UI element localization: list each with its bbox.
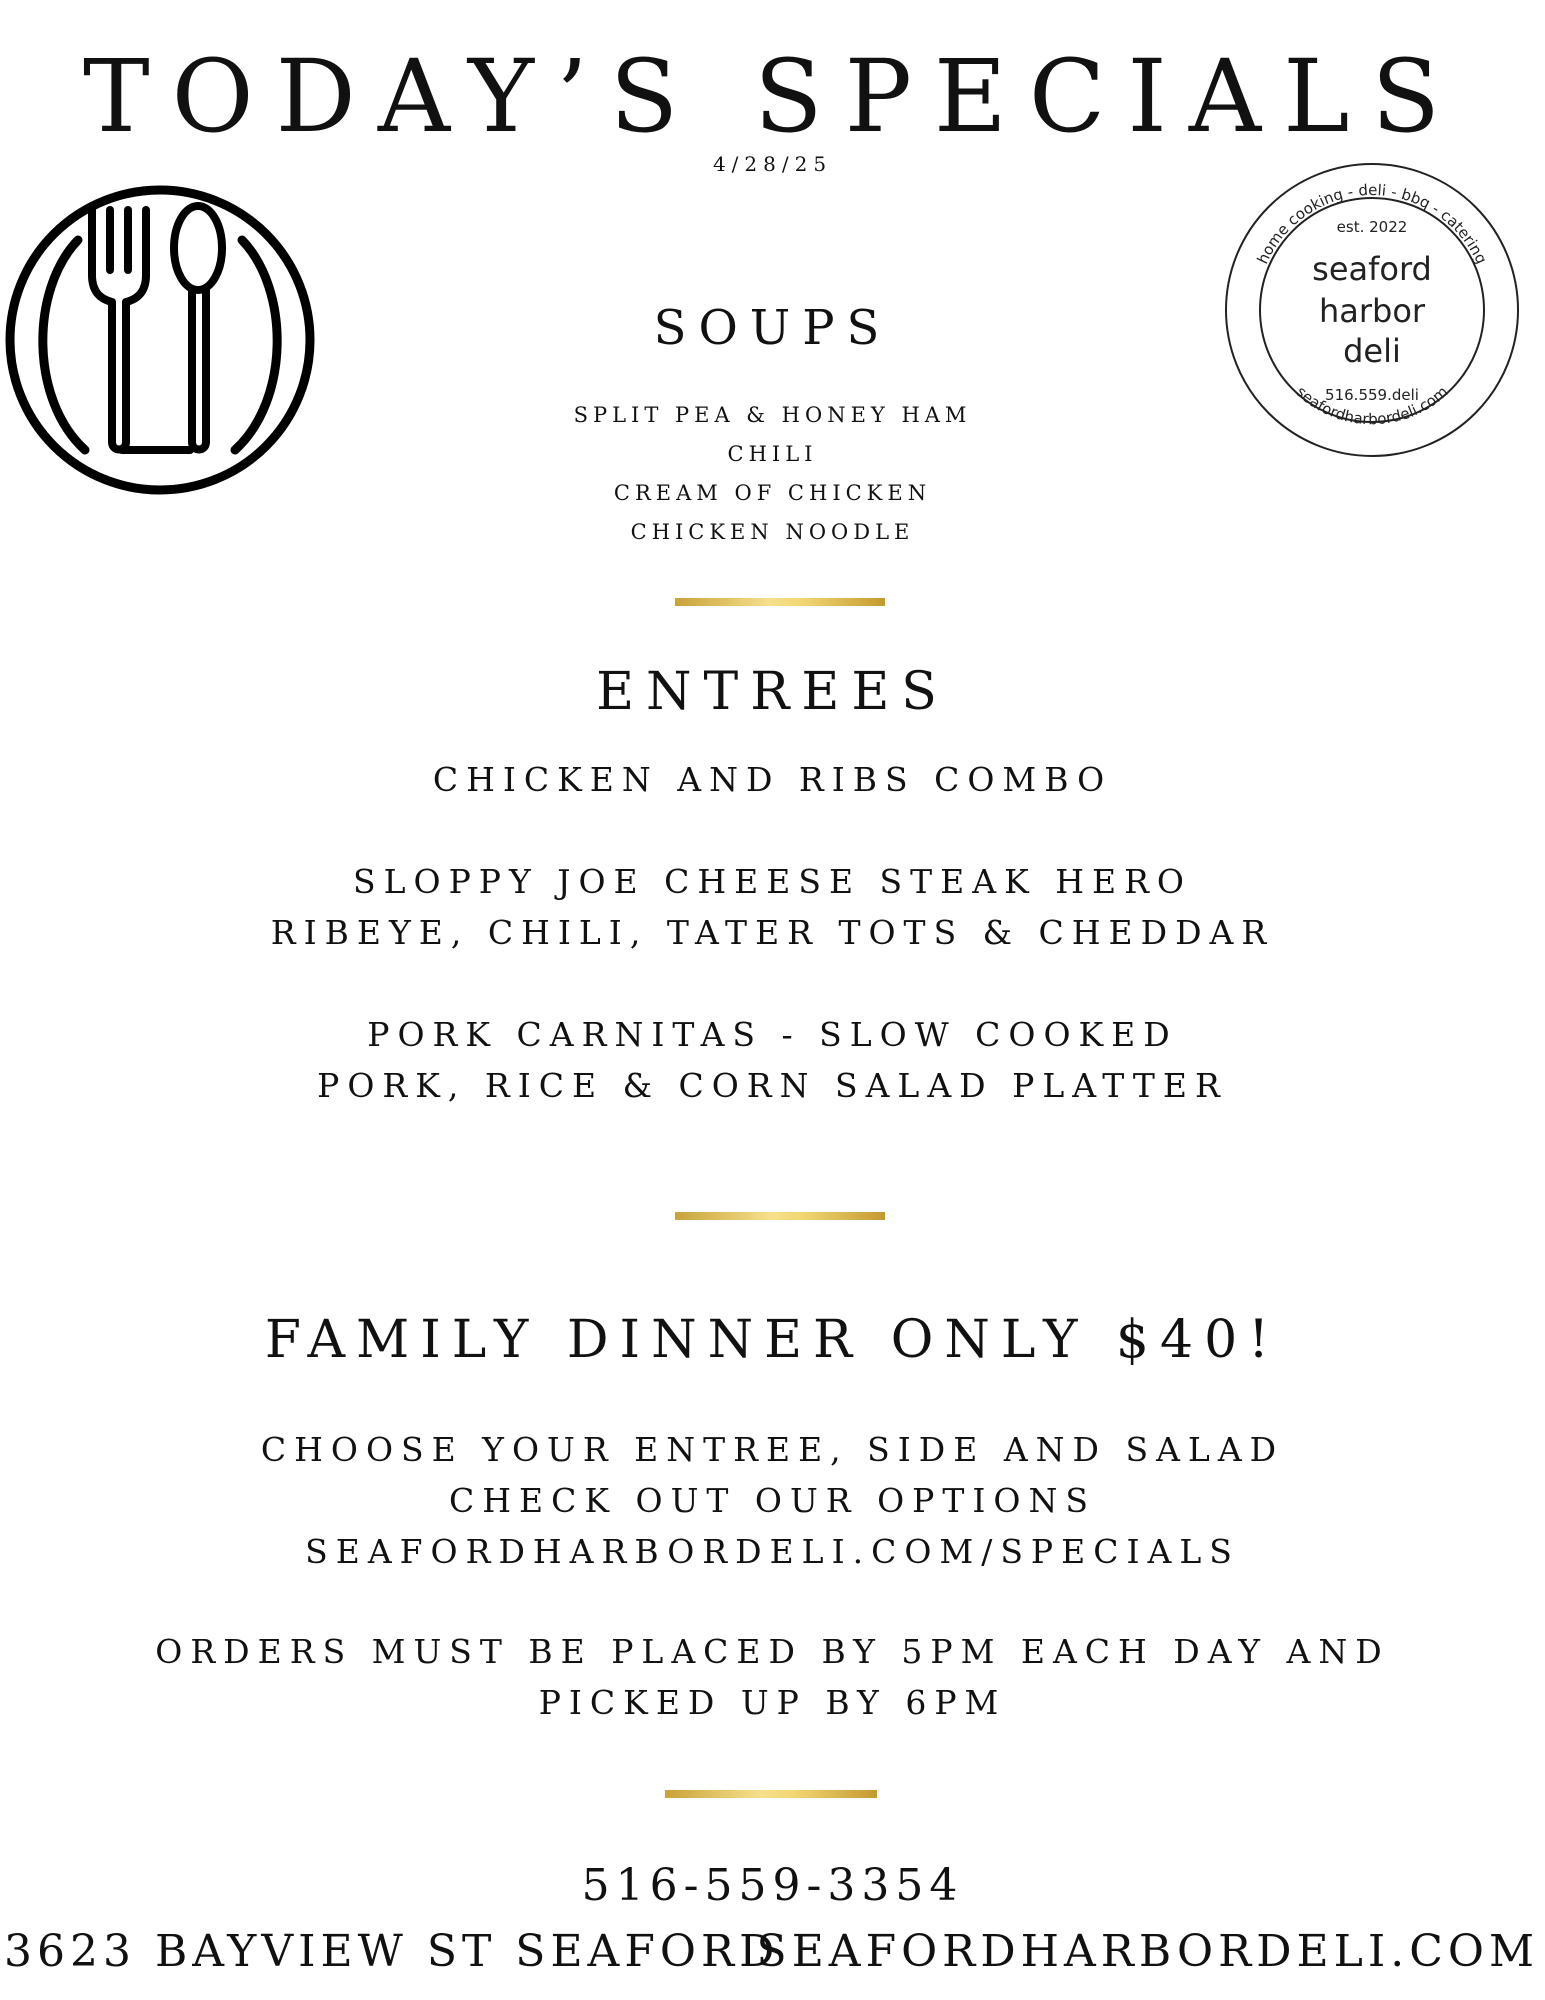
- logo-name-line1: seaford: [1312, 250, 1432, 288]
- entree-line: PORK CARNITAS - SLOW COOKED: [367, 1015, 1178, 1054]
- family-dinner-details: [0, 1424, 1545, 1577]
- logo-arc-bottom-text: seafordharbordeli.com: [1292, 382, 1452, 429]
- list-item: SPLIT PEA & HONEY HAM: [573, 403, 972, 427]
- family-line: CHOOSE YOUR ENTREE, SIDE AND SALAD: [260, 1430, 1285, 1469]
- entrees-heading: ENTREES: [596, 662, 949, 722]
- phone-number[interactable]: 516-559-3354: [581, 1860, 964, 1911]
- gold-divider: [665, 1790, 877, 1798]
- entree-line: PORK, RICE & CORN SALAD PLATTER: [317, 1066, 1228, 1105]
- entree-item: [0, 754, 1545, 805]
- gold-divider: [675, 1212, 885, 1220]
- logo-name-line3: deli: [1343, 332, 1401, 370]
- list-item: CREAM OF CHICKEN: [613, 481, 932, 505]
- entree-item: [0, 856, 1545, 958]
- logo-est: est. 2022: [1336, 218, 1408, 236]
- family-dinner-heading: FAMILY DINNER ONLY $40!: [264, 1310, 1281, 1370]
- logo-phone-short: 516.559.deli: [1325, 386, 1419, 404]
- page-title: TODAY’S SPECIALS: [82, 38, 1463, 155]
- entrees-list: [0, 754, 1545, 1162]
- menu-date: 4/28/25: [712, 152, 833, 176]
- website-link[interactable]: SEAFORDHARBORDELI.COM: [756, 1926, 1539, 1977]
- soups-list: [0, 396, 1545, 552]
- order-line: PICKED UP BY 6PM: [538, 1683, 1007, 1722]
- order-line: ORDERS MUST BE PLACED BY 5PM EACH DAY AND: [155, 1632, 1390, 1671]
- soups-heading: SOUPS: [653, 300, 892, 356]
- logo-name-line2: harbor: [1318, 292, 1426, 330]
- logo-arc-top-text: home cooking - deli - bbq - catering: [1253, 180, 1491, 267]
- entree-item: [0, 1009, 1545, 1111]
- list-item: CHICKEN NOODLE: [630, 520, 915, 544]
- family-line: CHECK OUT OUR OPTIONS: [449, 1481, 1096, 1520]
- order-deadline-note: [0, 1626, 1545, 1728]
- list-item: CHILI: [727, 442, 818, 466]
- entree-line: RIBEYE, CHILI, TATER TOTS & CHEDDAR: [270, 913, 1275, 952]
- address: 3623 BAYVIEW ST SEAFORD: [4, 1926, 780, 1977]
- entree-line: CHICKEN AND RIBS COMBO: [432, 760, 1113, 799]
- specials-link[interactable]: SEAFORDHARBORDELI.COM/SPECIALS: [305, 1532, 1240, 1571]
- gold-divider: [675, 598, 885, 606]
- entree-line: SLOPPY JOE CHEESE STEAK HERO: [353, 862, 1192, 901]
